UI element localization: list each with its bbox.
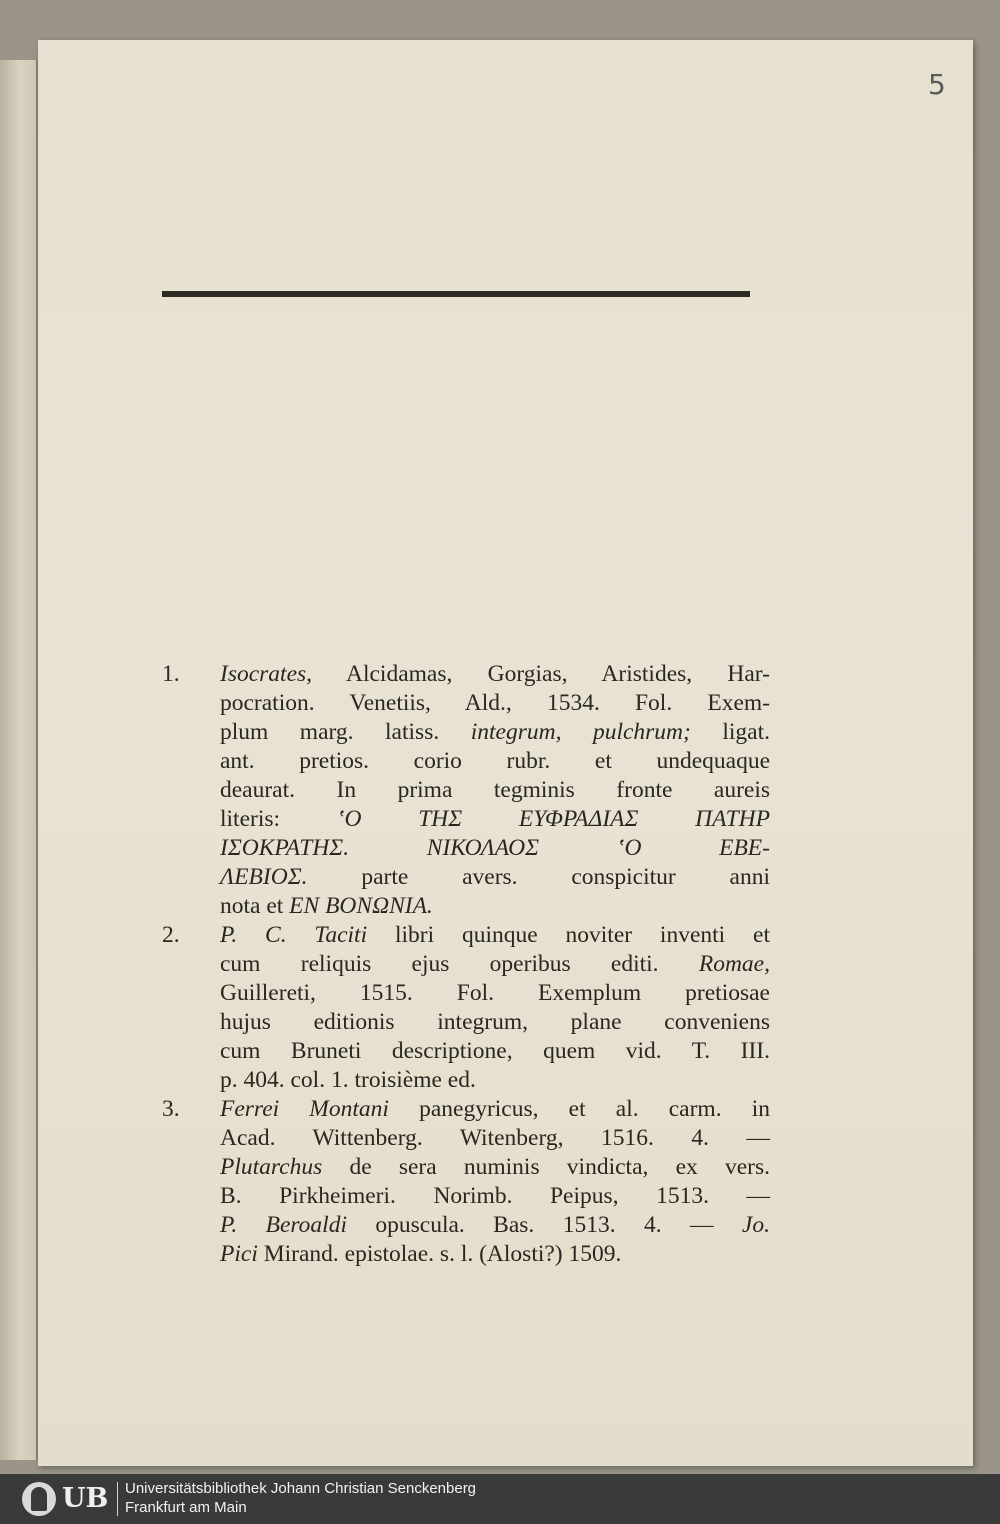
entry-text-line — [220, 1211, 770, 1240]
entry-text-line — [220, 1008, 770, 1037]
catalog-entry — [150, 1095, 770, 1269]
entry-text-line — [220, 747, 770, 776]
roman-text: panegyricus, et al. carm. in — [388, 1096, 770, 1122]
institution-name: Universitätsbibliothek Johann Christian Senckenberg — [125, 1480, 477, 1497]
entry-text-line — [220, 1037, 770, 1066]
italic-text: integrum, pulchrum; — [470, 719, 691, 745]
catalog-entry — [150, 660, 770, 921]
horizontal-rule — [162, 291, 750, 297]
entry-number: 3. — [162, 1096, 180, 1122]
italic-text: Pici — [220, 1241, 258, 1267]
seal-figure — [31, 1487, 47, 1511]
entry-text-line — [220, 892, 770, 921]
roman-text: literis: — [220, 806, 337, 832]
roman-text: plum marg. latiss. — [220, 719, 471, 745]
roman-text: nota et — [220, 893, 290, 919]
catalog-entry — [150, 921, 770, 1095]
footer-divider — [117, 1482, 118, 1516]
roman-text: deaurat. In prima tegminis fronte aureis — [220, 777, 770, 803]
italic-text: Jo. — [741, 1212, 770, 1238]
entry-text-line — [220, 1153, 770, 1182]
catalog-entries — [150, 660, 770, 1269]
ub-logo-text: UB — [62, 1483, 109, 1514]
roman-text: hujus editionis integrum, plane conveniens — [220, 1009, 770, 1035]
roman-text: libri quinque noviter inventi et — [367, 922, 770, 948]
entry-text-line — [220, 1095, 770, 1124]
italic-text: ΙΣΟΚΡΑΤΗΣ. ΝΙΚΟΛΑΟΣ ʽΟ ΕΒΕ- — [220, 835, 770, 861]
entry-text-line — [220, 921, 770, 950]
roman-text: ant. pretios. corio rubr. et undequaque — [220, 748, 770, 774]
italic-text: Isocrates, — [220, 661, 313, 687]
italic-text: ʽΟ ΤΗΣ ΕΥΦΡΑΔΙΑΣ ΠΑΤΗΡ — [336, 806, 771, 832]
previous-page-edge — [0, 60, 38, 1460]
italic-text: P. Beroaldi — [220, 1212, 347, 1238]
library-seal-icon — [22, 1482, 56, 1516]
entry-text-line — [220, 1240, 770, 1269]
italic-text: P. C. Taciti — [220, 922, 368, 948]
entry-text-line — [220, 660, 770, 689]
entry-text-line — [220, 776, 770, 805]
italic-text: Romae, — [698, 951, 770, 977]
entry-number: 2. — [162, 922, 180, 948]
roman-text: opuscula. Bas. 1513. 4. — — [346, 1212, 742, 1238]
entry-text-line — [220, 718, 770, 747]
italic-text: Plutarchus — [220, 1154, 323, 1180]
library-footer-bar — [0, 1474, 1000, 1524]
roman-text: cum reliquis ejus operibus editi. — [220, 951, 699, 977]
roman-text: Mirand. epistolae. s. l. (Alosti?) 1509. — [257, 1241, 622, 1267]
italic-text: ΕΝ ΒΟΝΩΝΙΑ. — [289, 893, 433, 919]
roman-text: cum Bruneti descriptione, quem vid. T. III. — [220, 1038, 770, 1064]
entry-text-line — [220, 1182, 770, 1211]
entry-text-line — [220, 863, 770, 892]
roman-text: parte avers. conspicitur anni — [307, 864, 770, 890]
entry-text-line — [220, 805, 770, 834]
roman-text: Guillereti, 1515. Fol. Exemplum pretiosae — [220, 980, 770, 1006]
roman-text: Acad. Wittenberg. Witenberg, 1516. 4. — — [220, 1125, 770, 1151]
roman-text: B. Pirkheimeri. Norimb. Peipus, 1513. — — [220, 1183, 770, 1209]
roman-text: p. 404. col. 1. troisième ed. — [220, 1067, 476, 1093]
archive-page-number: 5 — [928, 68, 946, 101]
entry-text-line — [220, 950, 770, 979]
roman-text: de sera numinis vindicta, ex vers. — [322, 1154, 770, 1180]
roman-text: ligat. — [690, 719, 770, 745]
entry-text-line — [220, 979, 770, 1008]
roman-text: Alcidamas, Gorgias, Aristides, Har- — [312, 661, 770, 687]
entry-text-line — [220, 1124, 770, 1153]
italic-text: ΛΕΒΙΟΣ. — [220, 864, 308, 890]
italic-text: Ferrei Montani — [220, 1096, 389, 1122]
entry-number: 1. — [162, 661, 180, 687]
entry-text-line — [220, 834, 770, 863]
roman-text: pocration. Venetiis, Ald., 1534. Fol. Exem- — [220, 690, 770, 716]
institution-location: Frankfurt am Main — [125, 1499, 247, 1516]
entry-text-line — [220, 1066, 770, 1095]
entry-text-line — [220, 689, 770, 718]
